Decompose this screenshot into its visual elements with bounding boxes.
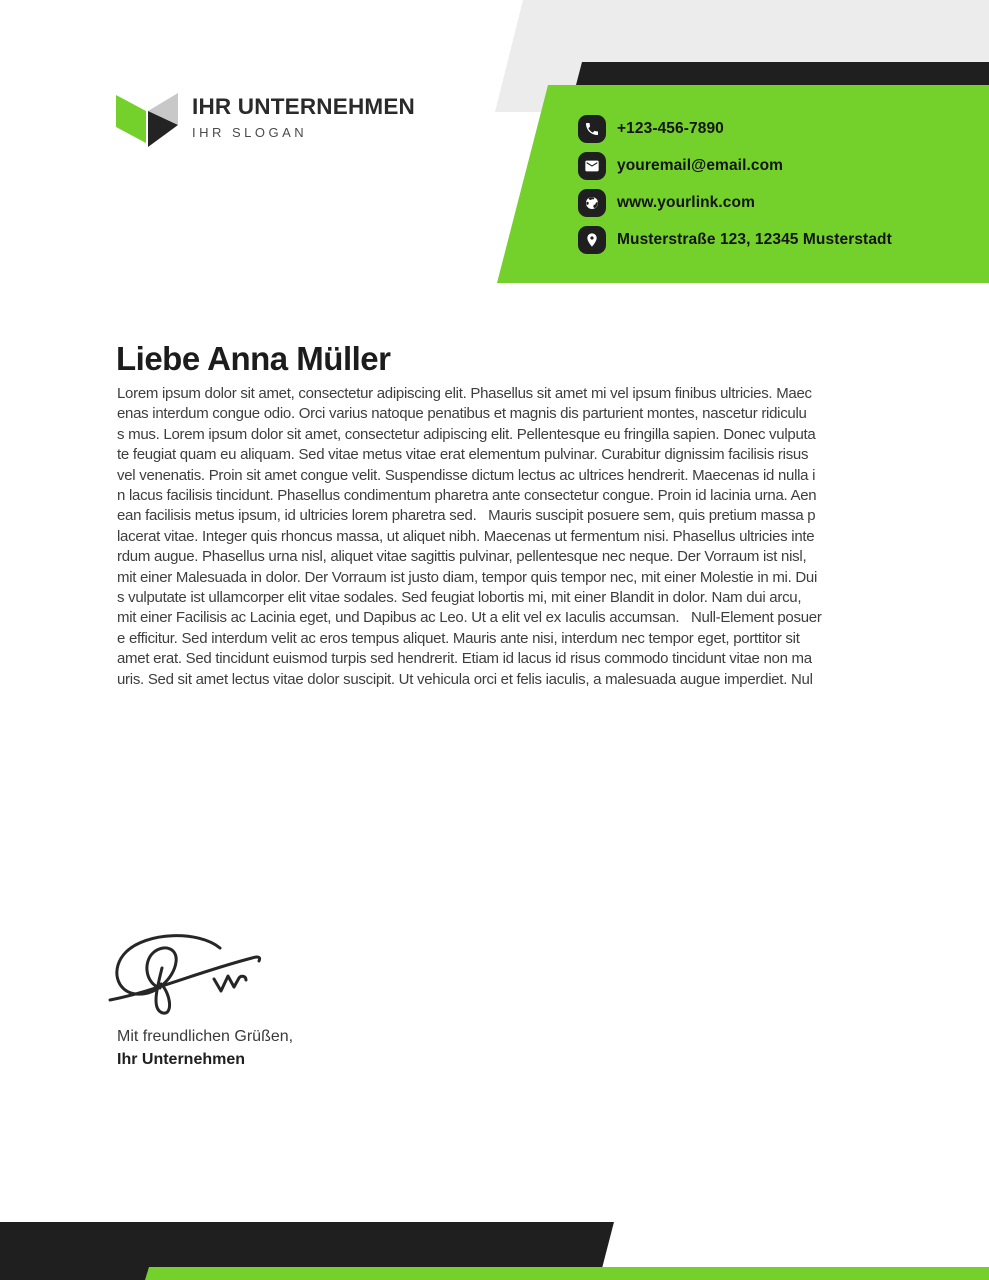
letter-body [117, 384, 882, 690]
body-text-line: mit einer Facilisis ac Lacinia eget, und Dapibus ac Leo. Ut a elit vel ex Iaculis accumsan. Null-Element posuer [117, 609, 822, 627]
body-text-line: mit einer Malesuada in dolor. Der Vorraum ist justo diam, tempor quis tempor nec, mit einer Molestie in mi. Dui [117, 568, 818, 586]
contact-list [578, 115, 892, 254]
body-text-line: e efficitur. Sed interdum velit ac eros tempus aliquet. Mauris ante nisi, interdum nec tempor eget, porttitor sit [117, 629, 800, 647]
company-logo [112, 90, 415, 152]
salutation: Liebe Anna Müller [116, 340, 391, 378]
phone-number: +123-456-7890 [617, 120, 724, 137]
signer-name: Ihr Unternehmen [117, 1051, 246, 1068]
logo-text [192, 90, 415, 141]
body-text-line: rdum augue. Phasellus urna nisl, aliquet vitae sagittis pulvinar, pellentesque nec neque. Der Vorraum ist nisl, [117, 548, 807, 566]
company-slogan: IHR SLOGAN [192, 125, 308, 140]
email-address: youremail@email.com [617, 157, 784, 174]
body-text-line: enas interdum congue odio. Orci varius natoque penatibus et magnis dis parturient montes, nascetur ridiculu [117, 405, 807, 423]
phone-icon [578, 115, 606, 143]
contact-row-phone [578, 115, 892, 143]
body-text-line: te feugiat quam eu aliquam. Sed vitae metus vitae erat elementum pulvinar. Curabitur dignissim facilisis risus [117, 446, 809, 464]
body-text-line: s vulputate ist ullamcorper elit vitae sodales. Sed feugiat lobortis mi, mit einer Blandit in dolor. Nam dui arcu, [117, 589, 802, 607]
body-text-line: lacerat vitae. Integer quis rhoncus massa, ut aliquet nibh. Maecenas ut fermentum nisi. Phasellus ultricies inte [117, 527, 815, 545]
body-text-line: ean facilisis metus ipsum, id ultricies lorem pharetra sed. Mauris suscipit posuere sem, quis pretium massa p [117, 507, 816, 525]
folded-flag-logo-icon [112, 90, 182, 152]
body-text-line: vel venenatis. Proin sit amet congue velit. Suspendisse dictum lectus ac ultrices hendrerit. Maecenas id nulla i [117, 466, 816, 484]
closing-line: Mit freundlichen Grüßen, [117, 1028, 294, 1045]
website-url: www.yourlink.com [617, 194, 755, 211]
body-text-line: n lacus facilisis tincidunt. Phasellus condimentum pharetra ante consectetur congue. Proin id lacinia urna. Aen [117, 487, 817, 505]
globe-icon [578, 189, 606, 217]
body-text-line: uris. Sed sit amet lectus vitae dolor suscipit. Ut vehicula orci et felis iaculis, a malesuada augue imperdiet. Nul [117, 670, 813, 688]
contact-row-email [578, 152, 892, 180]
contact-row-address [578, 226, 892, 254]
postal-address: Musterstraße 123, 12345 Musterstadt [617, 231, 892, 248]
handwritten-signature [102, 926, 267, 1021]
contact-row-website [578, 189, 892, 217]
body-text-line: s mus. Lorem ipsum dolor sit amet, consectetur adipiscing elit. Pellentesque eu fringilla sapien. Donec vulputa [117, 425, 816, 443]
location-icon [578, 226, 606, 254]
body-text-line: Lorem ipsum dolor sit amet, consectetur adipiscing elit. Phasellus sit amet mi vel ipsum finibus ultricies. Maec [117, 385, 812, 402]
body-text-line: amet erat. Sed tincidunt euismod turpis sed hendrerit. Etiam id lacus id risus commodo tincidunt vitae non ma [117, 650, 812, 668]
email-icon [578, 152, 606, 180]
company-name: IHR UNTERNEHMEN [192, 94, 416, 119]
